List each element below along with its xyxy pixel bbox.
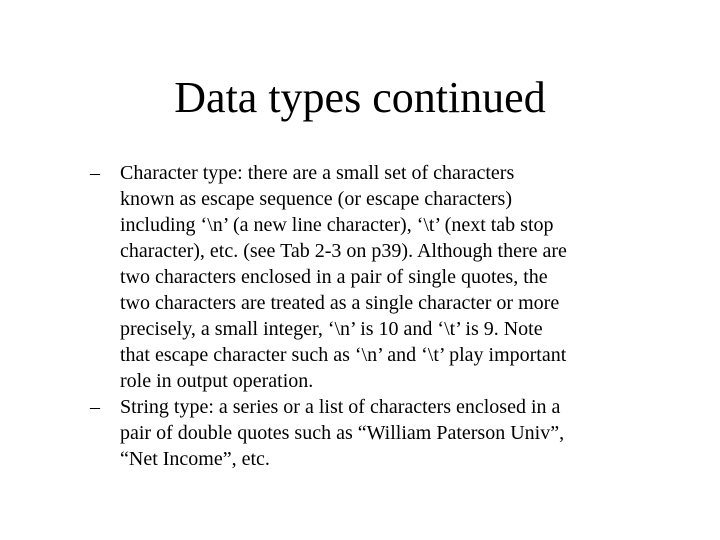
bullet-text-line: role in output operation.	[120, 370, 314, 392]
bullet-marker: –	[90, 162, 100, 184]
bullet-string-type	[90, 394, 690, 472]
bullet-character-type	[90, 160, 690, 394]
bullet-text-line: precisely, a small integer, ‘\n’ is 10 and ‘\t’ is 9. Note	[120, 318, 543, 340]
bullet-text-line: including ‘\n’ (a new line character), ‘\t’ (next tab stop	[120, 214, 554, 236]
bullet-marker: –	[90, 396, 100, 418]
bullet-list	[90, 160, 690, 472]
bullet-text-line: “Net Income”, etc.	[120, 448, 270, 470]
slide-title: Data types continued	[174, 73, 546, 122]
bullet-text-line: that escape character such as ‘\n’ and ‘\t’ play important	[120, 344, 567, 366]
bullet-text-line: String type: a series or a list of characters enclosed in a	[120, 396, 561, 418]
bullet-text-line: two characters are treated as a single character or more	[120, 292, 560, 314]
bullet-text-line: known as escape sequence (or escape characters)	[120, 188, 513, 210]
bullet-text-line: two characters enclosed in a pair of single quotes, the	[120, 266, 548, 288]
bullet-text-line: pair of double quotes such as “William Paterson Univ”,	[120, 422, 565, 444]
bullet-text-line: character), etc. (see Tab 2-3 on p39). Although there are	[120, 240, 567, 262]
bullet-text-line: Character type: there are a small set of characters	[120, 162, 515, 184]
